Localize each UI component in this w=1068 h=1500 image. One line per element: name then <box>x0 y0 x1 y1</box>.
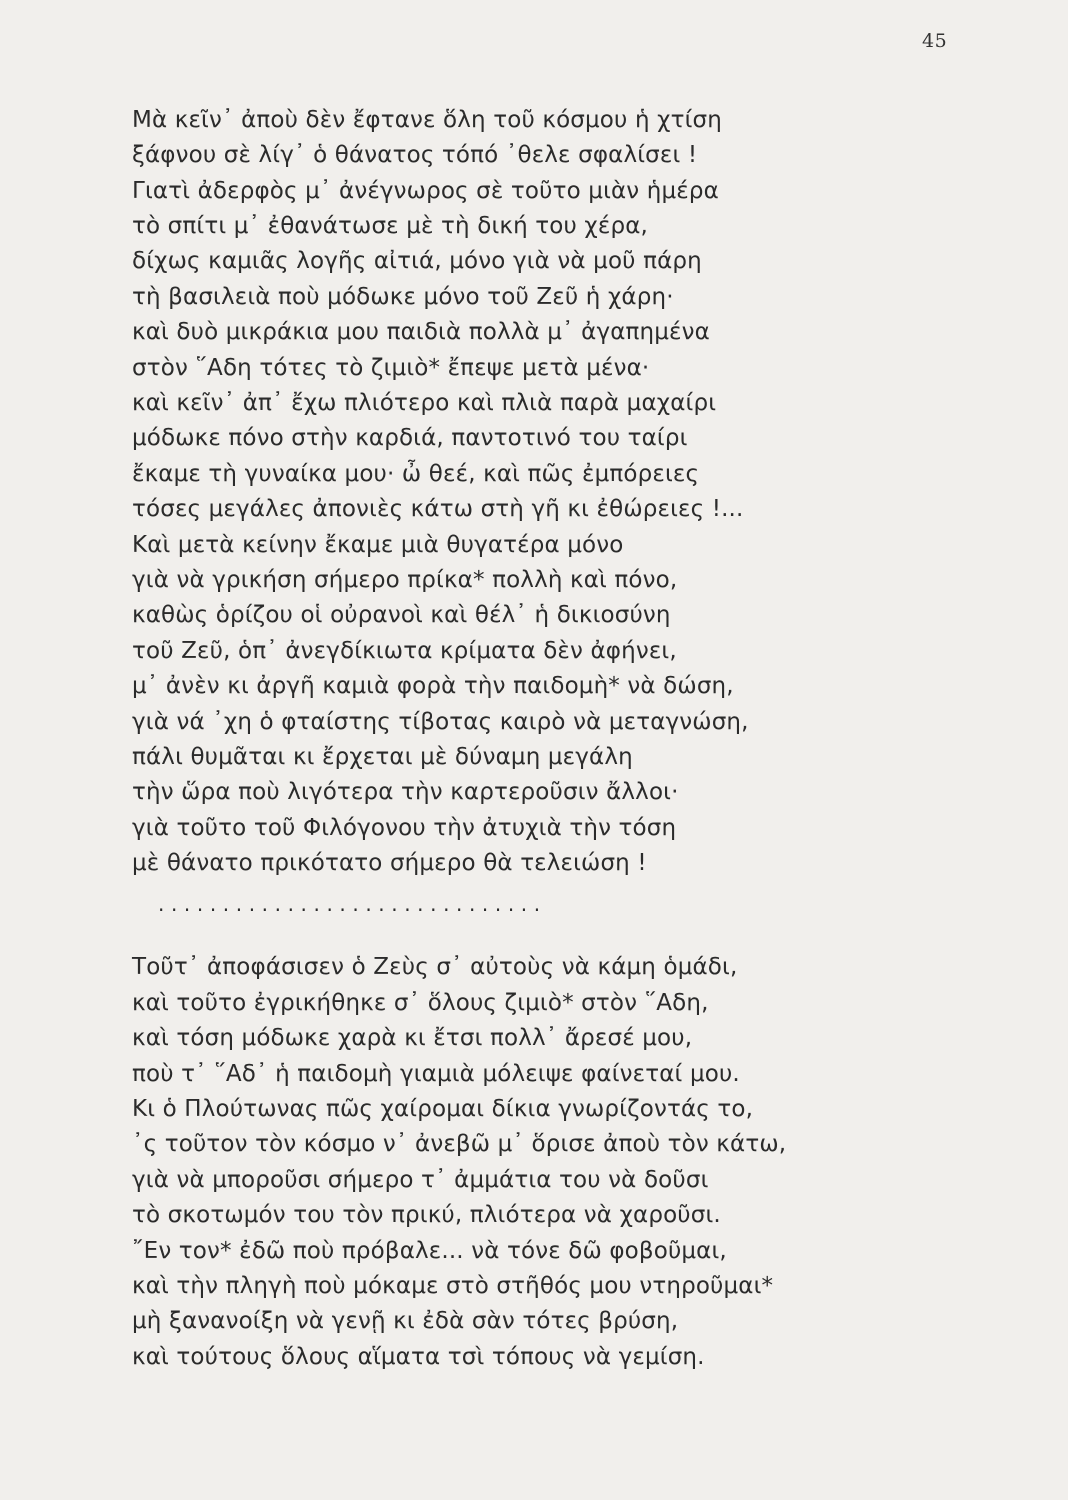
verse-line: πάλι θυμᾶται κι ἔρχεται μὲ δύναμη μεγάλη <box>132 744 633 770</box>
verse-line: καὶ τοῦτο ἐγρικήθηκε σ᾿ ὅλους ζιμιὸ* στὸν ῞Αδη, <box>132 990 709 1016</box>
verse-line: Καὶ μετὰ κείνην ἔκαμε μιὰ θυγατέρα μόνο <box>132 532 624 558</box>
verse-line: ῎Εν τον* ἐδῶ ποὺ πρόβαλε... νὰ τόνε δῶ φοβοῦμαι, <box>132 1238 727 1264</box>
verse-line: καὶ δυὸ μικράκια μου παιδιὰ πολλὰ μ᾿ ἀγαπημένα <box>132 319 710 345</box>
verse-line: τοῦ Ζεῦ, ὁπ᾿ ἀνεγδίκιωτα κρίματα δὲν ἀφήνει, <box>132 638 677 664</box>
verse-line: γιὰ νὰ γρικήση σήμερο πρίκα* πολλὴ καὶ πόνο, <box>132 567 678 593</box>
verse-line: γιὰ τοῦτο τοῦ Φιλόγονου τὴν ἀτυχιὰ τὴν τόση <box>132 815 677 841</box>
verse-line: καὶ τόση μόδωκε χαρὰ κι ἔτσι πολλ᾿ ἄρεσέ μου, <box>132 1025 693 1051</box>
verse-line: μὴ ξανανοίξη νὰ γενῇ κι ἐδὰ σὰν τότες βρύση, <box>132 1308 679 1334</box>
verse-line: καὶ τὴν πληγὴ ποὺ μόκαμε στὸ στῆθός μου ντηροῦμαι* <box>132 1273 774 1299</box>
verse-line: Γιατὶ ἀδερφὸς μ᾿ ἀνέγνωρος σὲ τοῦτο μιὰν ἡμέρα <box>132 178 719 204</box>
verse-line: δίχως καμιᾶς λογῆς αἰτιά, μόνο γιὰ νὰ μοῦ πάρη <box>132 248 702 274</box>
verse-line: τὴ βασιλειὰ ποὺ μόδωκε μόνο τοῦ Ζεῦ ἡ χάρη· <box>132 284 674 310</box>
verse-line: καθὼς ὁρίζου οἱ οὐρανοὶ καὶ θέλ᾿ ἡ δικιοσύνη <box>132 602 671 628</box>
verse-line: τὸ σπίτι μ᾿ ἐθανάτωσε μὲ τὴ δική του χέρα, <box>132 213 648 239</box>
verse-line: καὶ τούτους ὅλους αἵματα τσὶ τόπους νὰ γεμίση. <box>132 1344 705 1370</box>
verse-line: τὸ σκοτωμόν του τὸν πρικύ, πλιότερα νὰ χαροῦσι. <box>132 1202 721 1228</box>
verse-line: Μὰ κεῖν᾿ ἀποὺ δὲν ἔφτανε ὅλη τοῦ κόσμου ἡ χτίση <box>132 107 722 133</box>
verse-line: μ᾿ ἀνὲν κι ἀργῆ καμιὰ φορὰ τὴν παιδομὴ* νὰ δώση, <box>132 673 734 699</box>
verse-line: ἔκαμε τὴ γυναίκα μου· ὦ θεέ, καὶ πῶς ἐμπόρειες <box>132 461 700 487</box>
verse-line: γιὰ νά ᾿χη ὁ φταίστης τίβοτας καιρὸ νὰ μεταγνώση, <box>132 709 749 735</box>
verse-line: μόδωκε πόνο στὴν καρδιά, παντοτινό του ταίρι <box>132 425 688 451</box>
verse-line: καὶ κεῖν᾿ ἀπ᾿ ἔχω πλιότερο καὶ πλιὰ παρὰ μαχαίρι <box>132 390 717 416</box>
verse-line: στὸν ῞Αδη τότες τὸ ζιμιὸ* ἔπεψε μετὰ μένα· <box>132 355 650 381</box>
section-separator: .............................. <box>158 892 547 916</box>
verse-line: ξάφνου σὲ λίγ᾿ ὁ θάνατος τόπό ᾿θελε σφαλίσει ! <box>132 142 698 168</box>
verse-line: Κι ὁ Πλούτωνας πῶς χαίρομαι δίκια γνωρίζοντάς το, <box>132 1096 754 1122</box>
page-number: 45 <box>922 30 948 52</box>
verse-line: ᾿ς τοῦτον τὸν κόσμο ν᾿ ἀνεβῶ μ᾿ ὅρισε ἀποὺ τὸν κάτω, <box>132 1131 787 1157</box>
verse-line: μὲ θάνατο πρικότατο σήμερο θὰ τελειώση ! <box>132 850 647 876</box>
verse-line: τόσες μεγάλες ἀπονιὲς κάτω στὴ γῆ κι ἐθώρειες !... <box>132 496 744 522</box>
verse-line: τὴν ὥρα ποὺ λιγότερα τὴν καρτεροῦσιν ἄλλοι· <box>132 779 679 805</box>
verse-line: γιὰ νὰ μποροῦσι σήμερο τ᾿ ἀμμάτια του νὰ δοῦσι <box>132 1167 709 1193</box>
verse-line: ποὺ τ᾿ ῞Αδ᾿ ἡ παιδομὴ γιαμιὰ μόλειψε φαίνεταί μου. <box>132 1061 740 1087</box>
verse-line: Τοῦτ᾿ ἀποφάσισεν ὁ Ζεὺς σ᾿ αὐτοὺς νὰ κάμη ὁμάδι, <box>132 954 738 980</box>
